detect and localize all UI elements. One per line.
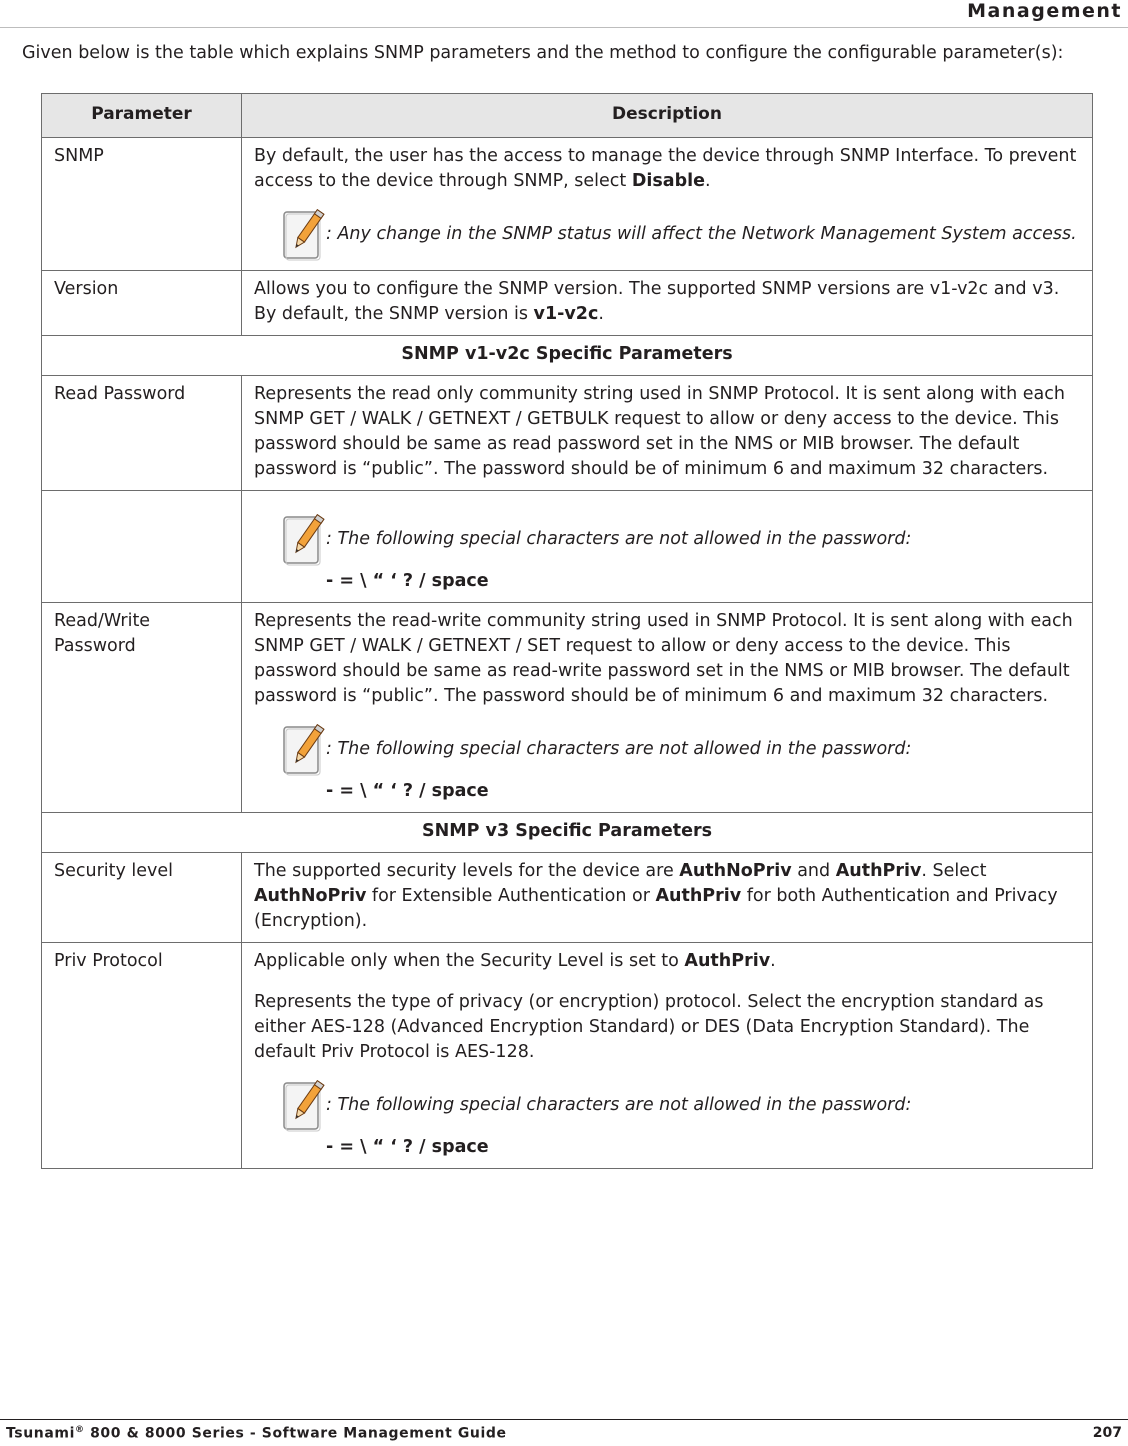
desc-text: for Extensible Authentication or <box>366 886 656 906</box>
table-row <box>42 138 1093 271</box>
param-description: Represents the read only community string used in SNMP Protocol. It is sent along with each SNMP GET / WALK / GETNEXT / GETBULK request to allow or deny access to the device. This password should be same as read password set in the NMS or MIB browser. The default password is “public”. The password should be of minimum 6 and maximum 32 characters. <box>242 376 1093 491</box>
table-row <box>42 943 1093 1169</box>
param-name: SNMP <box>42 138 242 271</box>
footer-page-number: 207 <box>1092 1425 1122 1441</box>
desc-bold: v1-v2c <box>533 304 599 324</box>
desc-text: Allows you to configure the SNMP version. The supported SNMP versions are v1-v2c and v3. By default, the SNMP version is <box>254 279 1060 324</box>
intro-paragraph: Given below is the table which explains SNMP parameters and the method to configure the configurable parameter(s): <box>22 43 1064 63</box>
footer-document-title <box>6 1425 507 1442</box>
table-row <box>42 853 1093 943</box>
desc-text: Applicable only when the Security Level is set to <box>254 951 685 971</box>
desc-bold: AuthPriv <box>684 951 771 971</box>
note-block <box>282 206 1080 262</box>
snmp-parameters-table <box>41 93 1093 1169</box>
table-row <box>42 491 1093 603</box>
param-name: Priv Protocol <box>42 943 242 1169</box>
disallowed-characters: - = \ “ ‘ ? / space <box>326 1137 489 1157</box>
note-block <box>282 721 1080 777</box>
footer-registered-mark: ® <box>75 1425 85 1435</box>
desc-text: for both Authentication and Privacy (Encryption). <box>254 886 1058 931</box>
note-pencil-icon <box>282 721 326 777</box>
desc-text: . <box>598 304 604 324</box>
section-row <box>42 336 1093 376</box>
desc-text: . <box>770 951 776 971</box>
desc-text: Represents the read-write community string used in SNMP Protocol. It is sent along with each SNMP GET / WALK / GETNEXT / SET request to allow or deny access to the device. This password should be same as read-write password set in the NMS or MIB browser. The default password is “public”. The password should be of minimum 6 and maximum 32 characters. <box>254 611 1073 706</box>
param-name: Read/Write Password <box>42 603 242 813</box>
note-text: : The following special characters are not allowed in the password: <box>326 1095 912 1115</box>
desc-text: The supported security levels for the device are <box>254 861 680 881</box>
section-row <box>42 813 1093 853</box>
section-heading-v3: SNMP v3 Specific Parameters <box>42 813 1093 853</box>
desc-text: By default, the user has the access to manage the device through SNMP Interface. To prevent access to the device through SNMP, select <box>254 146 1077 191</box>
note-block <box>282 511 1080 567</box>
footer-guide-title: 800 & 8000 Series - Software Management Guide <box>84 1425 507 1442</box>
param-name-empty <box>42 491 242 603</box>
header-divider <box>0 27 1128 28</box>
note-pencil-icon <box>282 1077 326 1133</box>
disallowed-characters: - = \ “ ‘ ? / space <box>326 571 489 591</box>
param-description <box>242 603 1093 813</box>
column-header-description: Description <box>242 94 1093 138</box>
note-block <box>282 1077 1080 1133</box>
desc-text: . Select <box>921 861 987 881</box>
note-text: : Any change in the SNMP status will affect the Network Management System access. <box>326 224 1077 244</box>
note-text: : The following special characters are not allowed in the password: <box>326 739 912 759</box>
desc-text: . <box>705 171 711 191</box>
param-description <box>242 491 1093 603</box>
note-pencil-icon <box>282 206 326 262</box>
page-header-title: Management <box>967 0 1122 22</box>
param-description <box>242 138 1093 271</box>
table-row <box>42 271 1093 336</box>
footer-divider <box>0 1419 1128 1420</box>
param-name: Version <box>42 271 242 336</box>
param-description <box>242 271 1093 336</box>
table-row <box>42 376 1093 491</box>
table-header-row <box>42 94 1093 138</box>
table-row <box>42 603 1093 813</box>
note-pencil-icon <box>282 511 326 567</box>
param-name: Read Password <box>42 376 242 491</box>
desc-bold: AuthNoPriv <box>254 886 367 906</box>
param-description <box>242 943 1093 1169</box>
param-name: Security level <box>42 853 242 943</box>
column-header-parameter: Parameter <box>42 94 242 138</box>
disallowed-characters: - = \ “ ‘ ? / space <box>326 781 489 801</box>
section-heading-v1v2c: SNMP v1-v2c Specific Parameters <box>42 336 1093 376</box>
footer-brand: Tsunami <box>6 1425 75 1442</box>
desc-text: Represents the type of privacy (or encryption) protocol. Select the encryption standard as either AES-128 (Advanced Encryption Standard) or DES (Data Encryption Standard). The default Priv Protocol is AES-128. <box>254 992 1044 1062</box>
desc-bold: Disable <box>631 171 706 191</box>
desc-bold: AuthNoPriv <box>679 861 792 881</box>
desc-bold: AuthPriv <box>835 861 922 881</box>
param-description <box>242 853 1093 943</box>
note-text: : The following special characters are not allowed in the password: <box>326 529 912 549</box>
desc-bold: AuthPriv <box>655 886 742 906</box>
desc-text: and <box>791 861 836 881</box>
